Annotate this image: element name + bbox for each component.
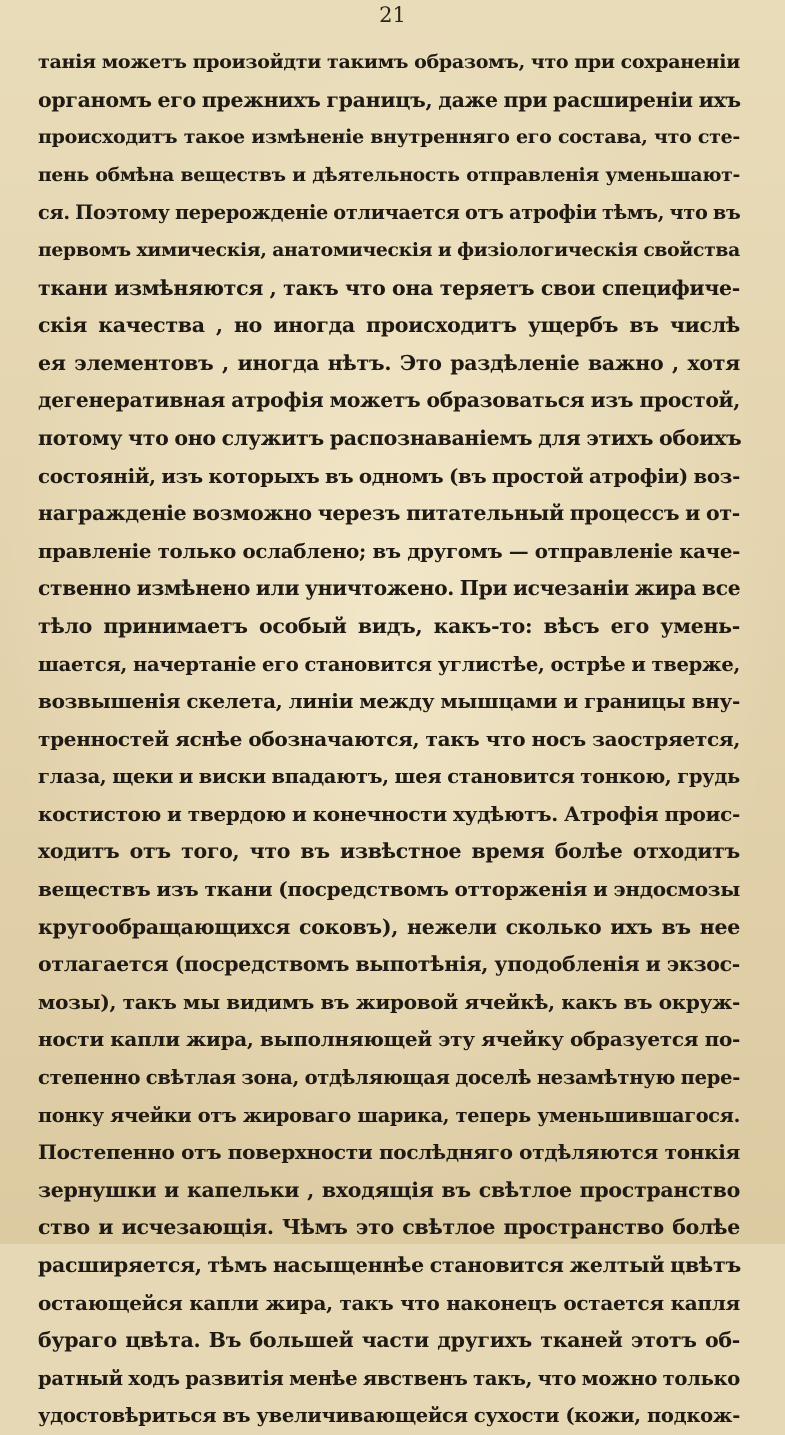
text-line-28: степенно свѣтлая зона, отдѣляющая доселѣ незамѣтную пере- [38,1066,740,1090]
text-line-16: тѣло принимаетъ особый видъ, какъ-то: вѣсъ его умень- [38,613,740,638]
body-text [38,44,740,1435]
text-line-29: понку ячейки отъ жироваго шарика, теперь уменьшившагося. [38,1103,740,1127]
text-line-35: бураго цвѣта. Въ большей части другихъ тканей этотъ об- [38,1328,740,1353]
text-line-6: первомъ химическія, анатомическія и физіологическія свойства [38,238,740,261]
text-line-26: мозы), такъ мы видимъ въ жировой ячейкѣ, какъ въ окруж- [38,989,740,1014]
text-line-31: зернушки и капельки , входящія въ свѣтлое пространство [38,1177,740,1202]
text-line-18: возвышенія скелета, линіи между мышцами и границы вну- [38,689,740,714]
text-line-11: потому что оно служитъ распознаваніемъ для этихъ обоихъ [38,425,742,450]
text-line-36: ратный ходъ развитія менѣе явственъ такъ, что можно только [38,1366,740,1390]
page-number: 21 [379,3,406,27]
text-line-22: ходитъ отъ того, что въ извѣстное время болѣе отходитъ [38,839,740,864]
text-line-7: ткани измѣняются , такъ что она теряетъ свои специфиче- [38,275,740,300]
text-line-30: Постепенно отъ поверхности послѣдняго отдѣляются тонкія [38,1140,740,1165]
text-line-3: происходитъ такое измѣненіе внутренняго его состава, что сте- [38,126,740,149]
text-line-32: ство и исчезающія. Чѣмъ это свѣтлое пространство болѣе [38,1215,740,1240]
text-line-25: отлагается (посредствомъ выпотѣнія, уподобленія и экзос- [38,952,740,977]
text-line-34: остающейся капли жира, такъ что наконецъ остается капля [38,1290,740,1315]
text-line-21: костистою и твердою и конечности худѣютъ. Атрофія проис- [38,801,740,826]
text-line-13: награжденіе возможно черезъ питательный процессъ и от- [38,501,740,526]
text-line-20: глаза, щеки и виски впадаютъ, шея становится тонкою, грудь [38,765,740,789]
text-line-10: дегенеративная атрофія можетъ образоваться изъ простой, [38,388,740,413]
text-line-19: тренностей яснѣе обозначаются, такъ что носъ заостряется, [38,726,740,751]
text-line-24: кругообращающихся соковъ), нежели сколько ихъ въ нее [38,914,740,939]
text-line-23: веществъ изъ ткани (посредствомъ отторженія и эндосмозы [38,877,740,902]
text-line-27: ности капли жира, выполняющей эту ячейку образуется по- [38,1027,740,1052]
text-line-15: ственно измѣнено или уничтожено. При исчезаніи жира все [38,576,741,601]
text-line-37: удостовѣриться въ увеличивающейся сухости (кожи, подкож- [38,1404,740,1428]
text-line-9: ея элементовъ , иногда нѣтъ. Это раздѣленіе важно , хотя [38,350,740,375]
text-line-1: танія можетъ произойдти такимъ образомъ, что при сохраненіи [38,51,740,73]
text-line-2: органомъ его прежнихъ границъ, даже при расширеніи ихъ [38,87,741,112]
text-line-5: ся. Поэтому перерожденіе отличается отъ атрофіи тѣмъ, что въ [38,201,741,225]
text-line-8: скія качества , но иногда происходитъ ущербъ въ числѣ [38,313,740,338]
text-line-4: пень обмѣна веществъ и дѣятельность отправленія уменьшают- [38,163,740,186]
text-line-17: шается, начертаніе его становится углистѣе, острѣе и тверже, [38,652,740,676]
text-line-14: правленіе только ослаблено; въ другомъ — отправленіе каче- [38,538,740,563]
text-line-33: расширяется, тѣмъ насыщеннѣе становится желтый цвѣтъ [38,1253,741,1277]
text-line-12: состояній, изъ которыхъ въ одномъ (въ простой атрофіи) воз- [38,463,740,488]
